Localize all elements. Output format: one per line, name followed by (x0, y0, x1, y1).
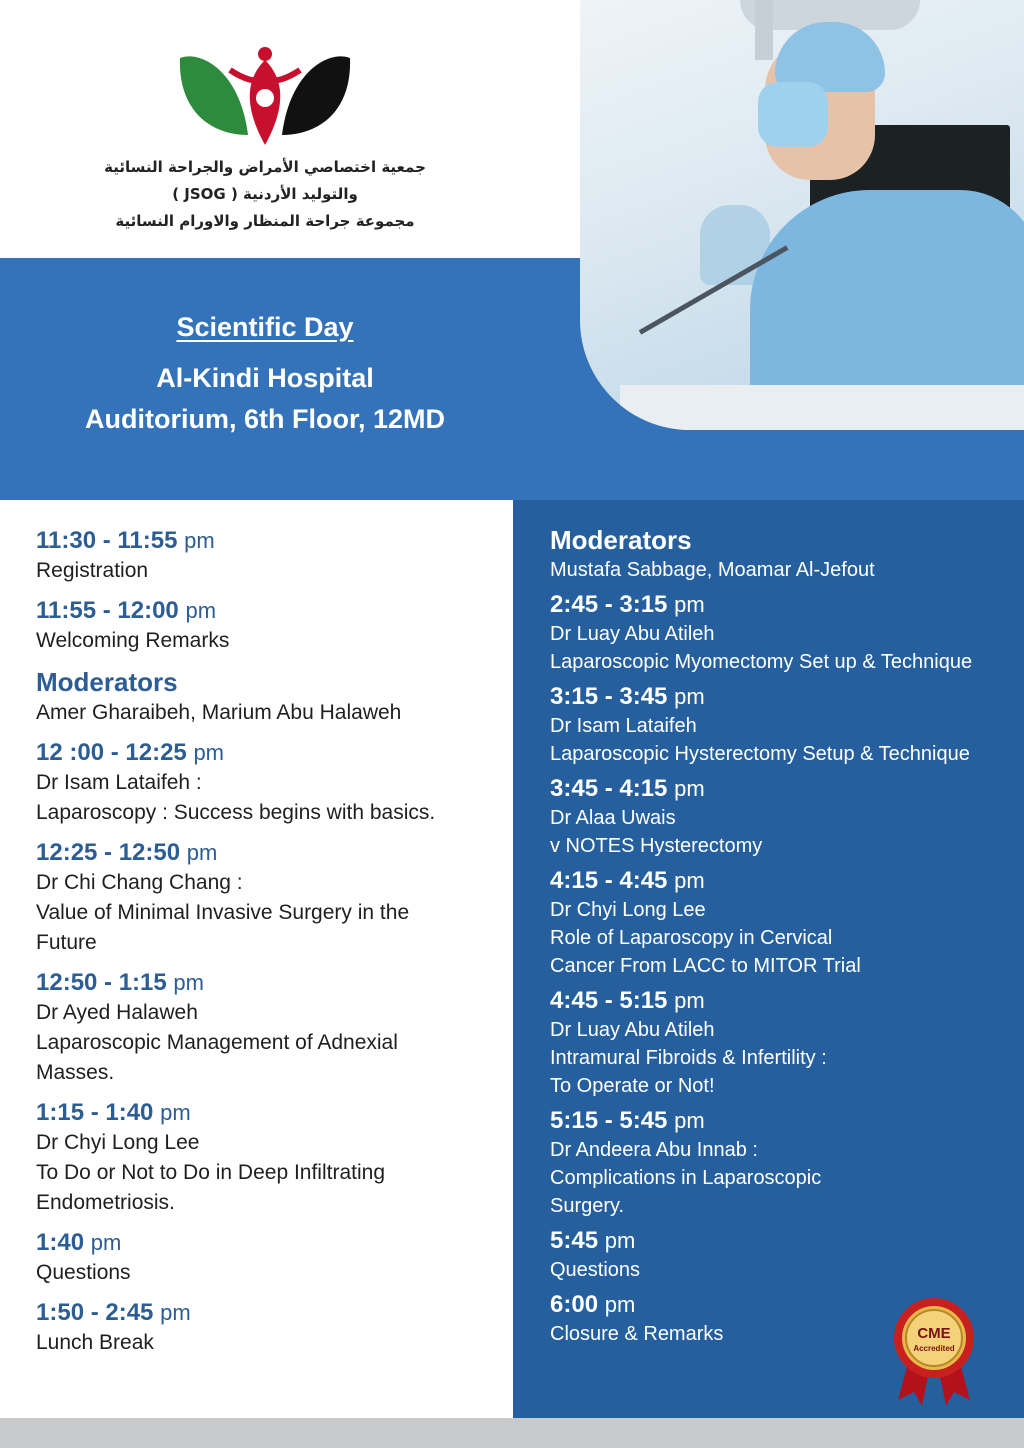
session-time (550, 774, 1010, 804)
session-time (36, 1298, 496, 1328)
session-time-unit: pm (184, 528, 215, 553)
session-time-range: 11:30 - 11:55 (36, 527, 178, 554)
session-detail-line: Value of Minimal Invasive Surgery in the (36, 901, 410, 924)
session-time (550, 866, 1010, 896)
session-block (550, 682, 1010, 768)
session-detail-line: Mustafa Sabbage, Moamar Al-Jefout (550, 559, 875, 581)
jsog-logo (170, 40, 360, 150)
session-detail-line: Masses. (36, 1061, 115, 1084)
venue-line-2: Auditorium, 6th Floor, 12MD (84, 404, 445, 434)
session-time-unit: pm (674, 988, 705, 1013)
session-detail-line: Dr Ayed Halaweh (36, 1001, 198, 1024)
session-time-range: 5:15 - 5:45 (550, 1107, 668, 1134)
session-time-unit: pm (160, 1100, 191, 1125)
session-time (550, 1106, 1010, 1136)
session-detail-line: Laparoscopy : Success begins with basics. (36, 801, 436, 824)
session-time-range: 4:45 - 5:15 (550, 987, 668, 1014)
session-time-unit: pm (186, 840, 218, 865)
afternoon-schedule (550, 524, 1010, 1348)
session-time-unit: pm (674, 684, 705, 709)
session-detail-line: Complications in Laparoscopic (550, 1167, 822, 1189)
session-block (550, 590, 1010, 676)
session-time (550, 1226, 1010, 1256)
session-block (36, 838, 496, 958)
session-detail-line: Dr Chi Chang Chang : (36, 871, 243, 894)
session-block (550, 1226, 1010, 1284)
session-time-range: 3:45 - 4:15 (550, 775, 668, 802)
session-time-range: 5:45 (550, 1227, 599, 1254)
session-time-range: 1:15 - 1:40 (36, 1099, 154, 1126)
org-group-name: مجموعة جراحة المنظار والاورام النسائية (115, 212, 415, 230)
session-detail-line: Dr Chyi Long Lee (36, 1131, 200, 1154)
session-detail-line: Dr Luay Abu Atileh (550, 1019, 715, 1041)
surgeon-photo (580, 0, 1024, 430)
session-block (550, 1106, 1010, 1220)
session-time (36, 526, 496, 556)
session-detail-line: Questions (550, 1259, 641, 1281)
session-detail-line: Role of Laparoscopy in Cervical (550, 927, 833, 949)
moderators-block (36, 666, 496, 728)
session-detail-line: Laparoscopic Myomectomy Set up & Technique (550, 651, 973, 673)
moderators-block (550, 524, 1010, 584)
session-block (36, 526, 496, 586)
org-name-line2: والتوليد الأردنية ( JSOG ) (172, 185, 358, 203)
footer-bar (0, 1418, 1024, 1448)
session-time (36, 1098, 496, 1128)
session-time (550, 986, 1010, 1016)
session-time-unit: pm (604, 1228, 636, 1253)
session-time (36, 596, 496, 626)
session-time-range: 12 :00 - 12:25 (36, 739, 187, 766)
session-block (36, 596, 496, 656)
session-detail-line: Lunch Break (36, 1331, 154, 1354)
session-detail-line: Surgery. (550, 1195, 625, 1217)
session-detail-line: Amer Gharaibeh, Marium Abu Halaweh (36, 701, 402, 724)
session-time-range: 1:50 - 2:45 (36, 1299, 154, 1326)
session-block (36, 1098, 496, 1218)
session-detail-line: Intramural Fibroids & Infertility : (550, 1047, 827, 1069)
badge-cme-text: CME (917, 1325, 951, 1342)
session-block (550, 866, 1010, 980)
session-time-unit: pm (604, 1292, 636, 1317)
session-detail-line: Dr Isam Lataifeh : (36, 771, 202, 794)
session-detail-line: Closure & Remarks (550, 1323, 724, 1345)
session-detail-line: Endometriosis. (36, 1191, 175, 1214)
session-detail-line: Registration (36, 559, 149, 582)
event-title: Scientific Day (176, 312, 354, 342)
session-time-unit: pm (674, 776, 705, 801)
session-time-range: 1:40 (36, 1229, 85, 1256)
session-time (36, 1228, 496, 1258)
session-block (36, 1298, 496, 1358)
session-time (36, 738, 496, 768)
session-block (36, 1228, 496, 1288)
session-block (550, 986, 1010, 1100)
cme-accredited-badge (890, 1296, 978, 1406)
session-time-range: 3:15 - 3:45 (550, 683, 668, 710)
session-detail-line: Laparoscopic Hysterectomy Setup & Technique (550, 743, 970, 765)
session-time (550, 682, 1010, 712)
session-detail-line: To Operate or Not! (550, 1075, 715, 1097)
session-time-unit: pm (90, 1230, 122, 1255)
session-detail-line: Questions (36, 1261, 131, 1284)
org-name-line1: جمعية اختصاصي الأمراض والجراحة النسائية (104, 158, 426, 176)
session-detail-line: Future (36, 931, 97, 954)
morning-schedule (36, 526, 496, 1358)
session-time-range: 12:50 - 1:15 (36, 969, 167, 996)
session-time-range: 12:25 - 12:50 (36, 839, 181, 866)
session-time-unit: pm (674, 592, 705, 617)
session-detail-line: Dr Alaa Uwais (550, 807, 676, 829)
session-time-unit: pm (185, 598, 217, 623)
session-time (36, 968, 496, 998)
session-detail-line: Laparoscopic Management of Adnexial (36, 1031, 398, 1054)
session-block (550, 774, 1010, 860)
moderators-heading: Moderators (36, 667, 178, 697)
session-block (36, 968, 496, 1088)
session-time-range: 2:45 - 3:15 (550, 591, 668, 618)
moderators-heading: Moderators (550, 525, 692, 555)
session-time-range: 6:00 (550, 1291, 599, 1318)
session-detail-line: Dr Luay Abu Atileh (550, 623, 715, 645)
session-detail-line: To Do or Not to Do in Deep Infiltrating (36, 1161, 386, 1184)
session-time-unit: pm (674, 868, 705, 893)
session-time-unit: pm (160, 1300, 191, 1325)
session-detail-line: Dr Isam Lataifeh (550, 715, 697, 737)
session-time (36, 838, 496, 868)
session-detail-line: Dr Chyi Long Lee (550, 899, 706, 921)
session-time-range: 4:15 - 4:45 (550, 867, 668, 894)
session-time (550, 590, 1010, 620)
session-block (36, 738, 496, 828)
session-time-range: 11:55 - 12:00 (36, 597, 179, 624)
session-detail-line: v NOTES Hysterectomy (550, 835, 763, 857)
session-time-unit: pm (173, 970, 204, 995)
venue-line-1: Al-Kindi Hospital (156, 363, 374, 393)
session-detail-line: Cancer From LACC to MITOR Trial (550, 955, 861, 977)
session-detail-line: Dr Andeera Abu Innab : (550, 1139, 758, 1161)
session-time-unit: pm (193, 740, 224, 765)
session-detail-line: Welcoming Remarks (36, 629, 230, 652)
badge-accredited-text: Accredited (913, 1344, 955, 1353)
session-time-unit: pm (674, 1108, 705, 1133)
